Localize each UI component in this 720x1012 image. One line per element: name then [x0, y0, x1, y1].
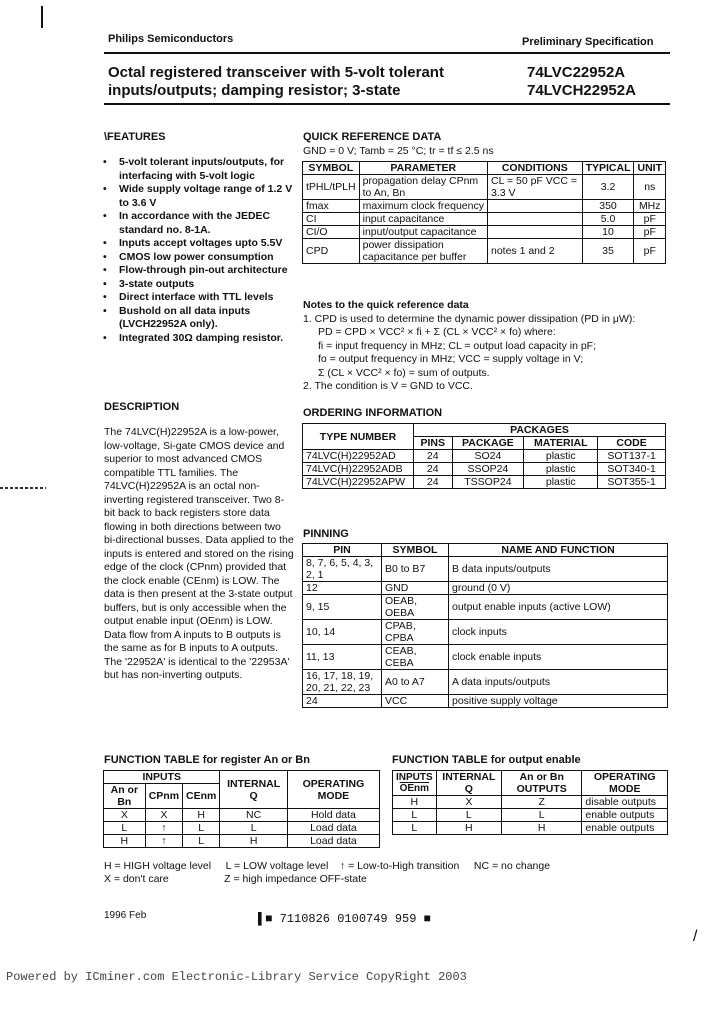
legend-line-1: H = HIGH voltage level L = LOW voltage level ↑ = Low-to-High transition NC = no change [104, 860, 551, 872]
ft2-col-outputs: An or Bn OUTPUTS [502, 771, 582, 796]
ft1-cell: NC [220, 809, 287, 822]
qr-typical: 3.2 [582, 175, 634, 200]
qr-typical: 5.0 [582, 213, 634, 226]
ord-col-header: MATERIAL [524, 437, 598, 450]
ft2-cell: L [502, 809, 582, 822]
qr-parameter: power dissipation capacitance per buffer [359, 239, 487, 264]
ft2-cell: H [393, 796, 437, 809]
pin-row [303, 645, 668, 670]
qr-col-header: SYMBOL [303, 162, 360, 175]
ft1-mode: Load data [287, 835, 379, 848]
ft1-cell: L [183, 835, 220, 848]
qr-col-header: TYPICAL [582, 162, 634, 175]
qr-typical: 10 [582, 226, 634, 239]
feature-item: • Direct interface with TTL levels [103, 291, 298, 305]
pin-row [303, 582, 668, 595]
note-line: fo = output frequency in MHz; VCC = supply voltage in V; [318, 353, 584, 365]
ft1-cell: ↑ [145, 822, 182, 835]
feature-item: • Integrated 30Ω damping resistor. [103, 332, 298, 346]
ord-type: 74LVC(H)22952APW [303, 476, 414, 489]
qr-row [303, 175, 666, 200]
qr-conditions [487, 226, 582, 239]
qr-unit: pF [634, 213, 666, 226]
feature-item: • Inputs accept voltages upto 5.5V [103, 237, 298, 251]
ord-pins: 24 [414, 450, 453, 463]
pin-symbol: A0 to A7 [382, 670, 449, 695]
pin-number: 11, 13 [303, 645, 382, 670]
qr-typical: 35 [582, 239, 634, 264]
title-line-1: Octal registered transceiver with 5-volt tolerant [108, 64, 444, 81]
ft1-row [104, 809, 380, 822]
ft1-col-internal: INTERNAL Q [220, 771, 287, 809]
ft2-mode: disable outputs [582, 796, 668, 809]
pin-function: A data inputs/outputs [449, 670, 668, 695]
pin-number: 12 [303, 582, 382, 595]
qr-parameter: input capacitance [359, 213, 487, 226]
pin-symbol: CPAB, CPBA [382, 620, 449, 645]
company-name: Philips Semiconductors [108, 33, 234, 45]
ft2-mode: enable outputs [582, 809, 668, 822]
pinning-heading: PINNING [303, 528, 349, 540]
qr-symbol: CI/O [303, 226, 360, 239]
pin-symbol: B0 to B7 [382, 557, 449, 582]
features-list [103, 156, 298, 345]
feature-item: • Bushold on all data inputs (LVCH22952A only). [103, 305, 298, 332]
feature-item: • CMOS low power consumption [103, 251, 298, 265]
quick-ref-heading: QUICK REFERENCE DATA [303, 131, 442, 143]
pin-symbol: GND [382, 582, 449, 595]
pin-row [303, 670, 668, 695]
ordering-table [302, 423, 666, 489]
part-numbers [527, 64, 636, 100]
ft2-cell: Z [502, 796, 582, 809]
qr-row [303, 200, 666, 213]
ft2-col-inputs [393, 771, 437, 796]
pin-row [303, 557, 668, 582]
ord-pins: 24 [414, 476, 453, 489]
qr-parameter: propagation delay CPnm to An, Bn [359, 175, 487, 200]
qr-col-header: PARAMETER [359, 162, 487, 175]
func-table2-heading: FUNCTION TABLE for output enable [392, 754, 581, 766]
description-text: The 74LVC(H)22952A is a low-power, low-voltage, Si-gate CMOS device and superior to most advanced CMOS compatible TTL families. The 74LVC(H)22952A is an octal non-inverting registered transceiver. Two 8-bit back to back registers store data flowing in both directions between two bi-directional busses. Data applied to the inputs is entered and stored on the rising edge of the clock (CPnm) provided that the clock enable (CEnm) is LOW. The data is then present at the 3-state output buffers, but is only accessible when the output enable input (OEnm) is LOW. Data flow from A inputs to B outputs is the same as for B inputs to A outputs. The '22952A' is identical to the '22953A' but has non-inverting outputs. [104, 426, 294, 681]
ft1-cell: H [183, 809, 220, 822]
quick-ref-conditions: GND = 0 V; Tamb = 25 °C; tr = tf ≤ 2.5 ns [303, 145, 494, 157]
ft2-cell: L [436, 809, 501, 822]
doc-date: 1996 Feb [104, 910, 147, 921]
part-number-1: 74LVC22952A [527, 64, 626, 81]
qr-conditions [487, 213, 582, 226]
ord-package: TSSOP24 [452, 476, 524, 489]
ft2-col-internal: INTERNAL Q [436, 771, 501, 796]
title-rule [104, 103, 670, 105]
ft2-col-mode: OPERATING MODE [582, 771, 668, 796]
pin-function: output enable inputs (active LOW) [449, 595, 668, 620]
qr-unit: MHz [634, 200, 666, 213]
ord-material: plastic [524, 450, 598, 463]
ord-type: 74LVC(H)22952AD [303, 450, 414, 463]
func-table2 [392, 770, 668, 835]
features-heading: \FEATURES [104, 131, 166, 143]
ordering-heading: ORDERING INFORMATION [303, 407, 443, 419]
ft1-cell: ↑ [145, 835, 182, 848]
pin-function: clock enable inputs [449, 645, 668, 670]
ft1-row [104, 835, 380, 848]
ft2-cell: L [393, 809, 437, 822]
ft1-sub-header: CPnm [145, 784, 182, 809]
ft1-sub-header: An or Bn [104, 784, 146, 809]
qr-unit: pF [634, 226, 666, 239]
ft2-cell: L [393, 822, 437, 835]
ft1-col-inputs: INPUTS [104, 771, 220, 784]
qr-unit: pF [634, 239, 666, 264]
ft1-cell: X [145, 809, 182, 822]
feature-item: • Flow-through pin-out architecture [103, 264, 298, 278]
qr-parameter: maximum clock frequency [359, 200, 487, 213]
page-mark: / [693, 928, 698, 945]
note-line: 2. The condition is V = GND to VCC. [303, 380, 473, 392]
ord-code: SOT340-1 [598, 463, 666, 476]
ft1-sub-header: CEnm [183, 784, 220, 809]
ord-col-header: PINS [414, 437, 453, 450]
barcode-text: ▌■ 7110826 0100749 959 ■ [258, 912, 431, 926]
pin-function: ground (0 V) [449, 582, 668, 595]
pin-number: 16, 17, 18, 19, 20, 21, 22, 23 [303, 670, 382, 695]
pin-function: B data inputs/outputs [449, 557, 668, 582]
pin-col-header: NAME AND FUNCTION [449, 544, 668, 557]
margin-mark [41, 6, 43, 28]
pin-col-header: PIN [303, 544, 382, 557]
qr-col-header: CONDITIONS [487, 162, 582, 175]
pin-row [303, 595, 668, 620]
qr-row [303, 213, 666, 226]
pin-symbol: VCC [382, 695, 449, 708]
qr-conditions: notes 1 and 2 [487, 239, 582, 264]
doc-title [108, 64, 444, 100]
col-type-number: TYPE NUMBER [303, 424, 414, 450]
ft2-row [393, 796, 668, 809]
pin-number: 9, 15 [303, 595, 382, 620]
pin-function: clock inputs [449, 620, 668, 645]
feature-item: • 5-volt tolerant inputs/outputs, for interfacing with 5-volt logic [103, 156, 298, 183]
ft1-col-mode: OPERATING MODE [287, 771, 379, 809]
pin-number: 10, 14 [303, 620, 382, 645]
quick-ref-table [302, 161, 666, 264]
ft1-cell: H [220, 835, 287, 848]
ord-package: SO24 [452, 450, 524, 463]
ord-material: plastic [524, 476, 598, 489]
ft1-mode: Load data [287, 822, 379, 835]
pin-symbol: CEAB, CEBA [382, 645, 449, 670]
ft1-cell: H [104, 835, 146, 848]
pinning-table [302, 543, 668, 708]
qr-symbol: CI [303, 213, 360, 226]
ft2-oe-label: OEnm [399, 783, 430, 794]
func-table1 [103, 770, 380, 848]
feature-item: • In accordance with the JEDEC standard no. 8-1A. [103, 210, 298, 237]
pin-number: 24 [303, 695, 382, 708]
ord-col-header: CODE [598, 437, 666, 450]
ord-code: SOT137-1 [598, 450, 666, 463]
feature-item: • 3-state outputs [103, 278, 298, 292]
note-line: 1. CPD is used to determine the dynamic power dissipation (PD in μW): [303, 312, 636, 325]
pin-function: positive supply voltage [449, 695, 668, 708]
ord-row [303, 476, 666, 489]
feature-item: • Wide supply voltage range of 1.2 V to 3.6 V [103, 183, 298, 210]
qr-unit: ns [634, 175, 666, 200]
pin-row [303, 695, 668, 708]
ord-material: plastic [524, 463, 598, 476]
qr-symbol: fmax [303, 200, 360, 213]
title-line-2: inputs/outputs; damping resistor; 3-state [108, 82, 401, 99]
header-rule [104, 52, 670, 54]
ord-pins: 24 [414, 463, 453, 476]
qr-symbol: CPD [303, 239, 360, 264]
ft2-row [393, 822, 668, 835]
ord-row [303, 450, 666, 463]
doc-status: Preliminary Specification [522, 36, 654, 48]
legend-line-2: X = don't care Z = high impedance OFF-state [104, 873, 367, 885]
qr-symbol: tPHL/tPLH [303, 175, 360, 200]
ft1-cell: L [183, 822, 220, 835]
note-line: Σ (CL × VCC² × fo) = sum of outputs. [318, 366, 490, 379]
ft1-cell: X [104, 809, 146, 822]
ft2-row [393, 809, 668, 822]
ft1-mode: Hold data [287, 809, 379, 822]
col-packages: PACKAGES [414, 424, 666, 437]
note-line: fi = input frequency in MHz; CL = output load capacity in pF; [318, 339, 597, 352]
qr-typical: 350 [582, 200, 634, 213]
pin-col-header: SYMBOL [382, 544, 449, 557]
pin-row [303, 620, 668, 645]
qr-row [303, 239, 666, 264]
qr-col-header: UNIT [634, 162, 666, 175]
pin-symbol: OEAB, OEBA [382, 595, 449, 620]
ord-package: SSOP24 [452, 463, 524, 476]
ft2-cell: H [436, 822, 501, 835]
func-table1-heading: FUNCTION TABLE for register An or Bn [104, 754, 310, 766]
note-line: PD = CPD × VCC² × fi + Σ (CL × VCC² × fo) where: [318, 326, 556, 338]
qr-conditions [487, 200, 582, 213]
ft1-cell: L [220, 822, 287, 835]
qr-parameter: input/output capacitance [359, 226, 487, 239]
qr-conditions: CL = 50 pF VCC = 3.3 V [487, 175, 582, 200]
scan-artifact [0, 487, 46, 489]
qr-row [303, 226, 666, 239]
ord-row [303, 463, 666, 476]
part-number-2: 74LVCH22952A [527, 82, 636, 99]
ft2-cell: X [436, 796, 501, 809]
ft2-cell: H [502, 822, 582, 835]
ft1-cell: L [104, 822, 146, 835]
ft2-mode: enable outputs [582, 822, 668, 835]
notes-heading: Notes to the quick reference data [303, 299, 469, 311]
ord-type: 74LVC(H)22952ADB [303, 463, 414, 476]
ord-code: SOT355-1 [598, 476, 666, 489]
pin-number: 8, 7, 6, 5, 4, 3, 2, 1 [303, 557, 382, 582]
powered-by-footer: Powered by ICminer.com Electronic-Library Service CopyRight 2003 [6, 970, 467, 984]
ft1-row [104, 822, 380, 835]
description-heading: DESCRIPTION [104, 401, 180, 413]
ord-col-header: PACKAGE [452, 437, 524, 450]
quick-ref-notes [303, 299, 673, 394]
ft2-inputs-label: INPUTS [396, 772, 433, 783]
